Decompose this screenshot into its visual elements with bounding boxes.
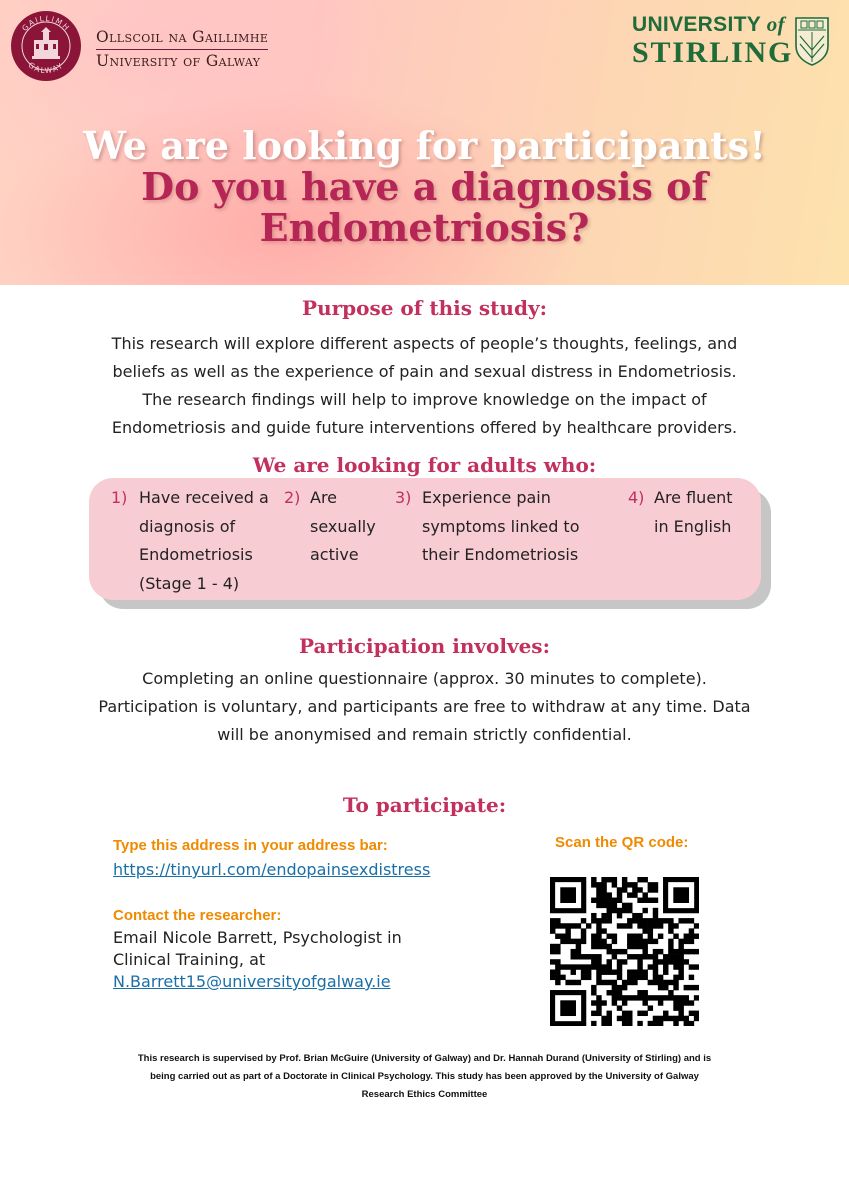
criteria-text: [139, 484, 269, 598]
criteria-line: sexually: [310, 516, 376, 536]
criteria-text: [654, 484, 733, 541]
supervision-line: This research is supervised by Prof. Brian McGuire (University of Galway) and Dr. Hannah Durand (University of Stirling) and is: [137, 1053, 712, 1064]
purpose-line: The research findings will help to improve knowledge on the impact of: [142, 390, 707, 409]
galway-name-english: University of Galway: [96, 52, 261, 70]
qr-code-icon: [550, 877, 699, 1026]
stirling-name: STIRLING: [632, 36, 794, 69]
address-block: [113, 834, 430, 882]
participation-line: will be anonymised and remain strictly confidential.: [217, 725, 632, 744]
header-banner: [0, 0, 849, 285]
criteria-number: 4): [628, 488, 645, 507]
contact-block: [113, 905, 402, 993]
headline-line3: Endometriosis?: [259, 205, 590, 250]
criteria-text: [422, 484, 580, 570]
stirling-of-text: of: [766, 12, 785, 36]
purpose-paragraph: [60, 330, 789, 442]
purpose-line: beliefs as well as the experience of pain and sexual distress in Endometriosis.: [112, 362, 737, 381]
participation-title: Participation involves:: [299, 634, 550, 658]
supervision-note: [90, 1050, 759, 1104]
qr-code[interactable]: [550, 877, 699, 1026]
stirling-wordmark: [632, 14, 793, 68]
purpose-line: Endometriosis and guide future interventions offered by healthcare providers.: [111, 418, 738, 437]
purpose-line: This research will explore different aspects of people’s thoughts, feelings, and: [111, 334, 738, 353]
criteria-line: diagnosis of: [139, 516, 236, 536]
headline-line2: Do you have a diagnosis of: [141, 164, 708, 209]
university-of-galway-seal-logo: [10, 10, 82, 82]
qr-label: Scan the QR code:: [555, 834, 689, 851]
participate-title: To participate:: [342, 793, 507, 817]
participation-paragraph: [60, 665, 789, 749]
galway-wordmark: [96, 28, 268, 70]
criteria-number: 1): [111, 488, 128, 507]
criteria-number: 2): [284, 488, 301, 507]
study-url-link[interactable]: https://tinyurl.com/endopainsexdistress: [113, 860, 431, 879]
stirling-university-text: UNIVERSITY: [632, 13, 761, 36]
criteria-title: We are looking for adults who:: [252, 453, 597, 477]
criteria-line: active: [310, 545, 359, 564]
criteria-line: symptoms linked to: [422, 516, 580, 536]
contact-line: Email Nicole Barrett, Psychologist in: [113, 928, 402, 947]
researcher-email-link[interactable]: N.Barrett15@universityofgalway.ie: [113, 972, 391, 991]
galway-name-irish: Ollscoil na Gaillimhe: [96, 28, 268, 50]
criteria-line: Are fluent: [654, 488, 733, 507]
supervision-line: Research Ethics Committee: [361, 1089, 488, 1100]
svg-text:GALWAY: GALWAY: [26, 60, 66, 76]
criteria-number: 3): [395, 488, 412, 507]
address-label: Type this address in your address bar:: [113, 837, 388, 854]
participation-line: Completing an online questionnaire (approx. 30 minutes to complete).: [142, 669, 707, 688]
purpose-title: Purpose of this study:: [302, 296, 547, 320]
contact-line: Clinical Training, at: [113, 950, 266, 969]
criteria-line: Endometriosis: [139, 545, 253, 564]
criteria-line: in English: [654, 516, 732, 536]
stirling-line1: [632, 14, 793, 35]
criteria-line: Experience pain: [422, 488, 551, 507]
university-of-stirling-crest-logo: [794, 16, 830, 66]
criteria-line: (Stage 1 - 4): [139, 573, 240, 593]
headline: [0, 125, 849, 248]
criteria-line: their Endometriosis: [422, 545, 579, 564]
headline-line1: We are looking for participants!: [83, 123, 766, 168]
criteria-line: Are: [310, 488, 338, 507]
svg-text:GAILLIMH: GAILLIMH: [20, 13, 72, 33]
criteria-text: [310, 484, 376, 570]
contact-label: Contact the researcher:: [113, 907, 282, 924]
participation-line: Participation is voluntary, and participants are free to withdraw at any time. Data: [98, 697, 751, 716]
criteria-line: Have received a: [139, 488, 269, 507]
supervision-line: being carried out as part of a Doctorate in Clinical Psychology. This study has been approved by the University of Galway: [150, 1071, 699, 1082]
